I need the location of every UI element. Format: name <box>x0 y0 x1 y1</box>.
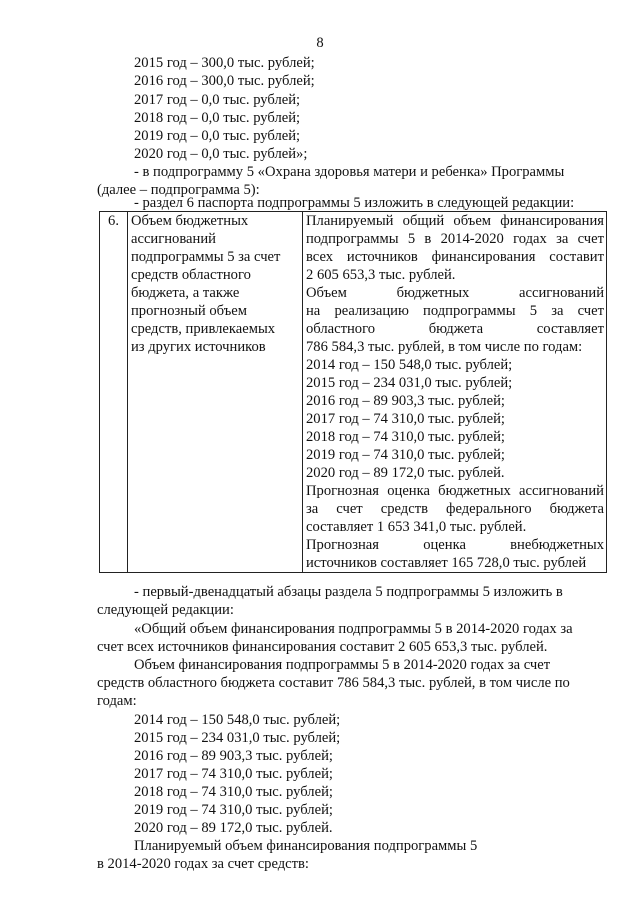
text-line: 2018 год – 0,0 тыс. рублей; <box>134 110 301 126</box>
text-line: 2017 год – 74 310,0 тыс. рублей; <box>134 766 333 782</box>
cell-line: всех источников финансирования составит <box>306 249 604 265</box>
text-line: 2019 год – 0,0 тыс. рублей; <box>134 128 301 144</box>
cell-line: 2015 год – 234 031,0 тыс. рублей; <box>306 375 513 391</box>
cell-line: средств, привлекаемых <box>131 321 276 337</box>
text-line: следующей редакции: <box>97 602 234 618</box>
value-cell <box>303 212 607 573</box>
cell-line: 2 605 653,3 тыс. рублей. <box>306 267 456 283</box>
text-line: счет всех источников финансирования составит 2 605 653,3 тыс. рублей. <box>97 639 548 655</box>
text-line: 2016 год – 300,0 тыс. рублей; <box>134 73 315 89</box>
text-line: 2015 год – 234 031,0 тыс. рублей; <box>134 730 341 746</box>
text-line: - в подпрограмму 5 «Охрана здоровья матери и ребенка» Программы <box>134 164 565 180</box>
cell-line: прогнозный объем <box>131 303 247 319</box>
cell-line: Прогнозная оценка бюджетных ассигнований <box>306 483 604 499</box>
text-line: (далее – подпрограмма 5): <box>97 182 260 198</box>
text-line: 2014 год – 150 548,0 тыс. рублей; <box>134 712 341 728</box>
text-line: 2017 год – 0,0 тыс. рублей; <box>134 92 301 108</box>
cell-line: Планируемый общий объем финансирования <box>306 213 604 229</box>
row-number: 6. <box>100 212 128 573</box>
cell-line: 786 584,3 тыс. рублей, в том числе по годам: <box>306 339 583 355</box>
text-line: Планируемый объем финансирования подпрограммы 5 <box>134 838 478 854</box>
cell-line: Объем бюджетных <box>131 213 249 229</box>
cell-line: 2020 год – 89 172,0 тыс. рублей. <box>306 465 505 481</box>
text-line: - первый-двенадцатый абзацы раздела 5 подпрограммы 5 изложить в <box>134 584 563 600</box>
passport-table <box>99 211 607 573</box>
cell-line: 2018 год – 74 310,0 тыс. рублей; <box>306 429 505 445</box>
text-line: 2015 год – 300,0 тыс. рублей; <box>134 55 315 71</box>
cell-line: 2014 год – 150 548,0 тыс. рублей; <box>306 357 513 373</box>
text-line: - раздел 6 паспорта подпрограммы 5 изложить в следующей редакции: <box>134 195 575 211</box>
text-line: 2018 год – 74 310,0 тыс. рублей; <box>134 784 333 800</box>
cell-line: подпрограммы 5 за счет <box>131 249 281 265</box>
text-line: в 2014-2020 годах за счет средств: <box>97 856 309 872</box>
cell-line: средств областного <box>131 267 251 283</box>
text-line: 2019 год – 74 310,0 тыс. рублей; <box>134 802 333 818</box>
cell-line: 2017 год – 74 310,0 тыс. рублей; <box>306 411 505 427</box>
cell-line: Прогнозная оценка внебюджетных <box>306 537 604 553</box>
cell-line: за счет средств федерального бюджета <box>306 501 604 517</box>
cell-line: областного бюджета составляет <box>306 321 604 337</box>
text-line: 2020 год – 89 172,0 тыс. рублей. <box>134 820 333 836</box>
cell-line: 2016 год – 89 903,3 тыс. рублей; <box>306 393 505 409</box>
page-number: 8 <box>316 35 324 51</box>
cell-line: Объем бюджетных ассигнований <box>306 285 604 301</box>
text-line: годам: <box>97 693 137 709</box>
cell-line: 2019 год – 74 310,0 тыс. рублей; <box>306 447 505 463</box>
cell-line: из других источников <box>131 339 266 355</box>
table-row <box>100 212 607 573</box>
cell-line: бюджета, а также <box>131 285 240 301</box>
cell-line: ассигнований <box>131 231 216 247</box>
text-line: «Общий объем финансирования подпрограммы 5 в 2014-2020 годах за <box>134 621 573 637</box>
text-line: Объем финансирования подпрограммы 5 в 2014-2020 годах за счет <box>134 657 551 673</box>
cell-line: составляет 1 653 341,0 тыс. рублей. <box>306 519 527 535</box>
text-line: 2016 год – 89 903,3 тыс. рублей; <box>134 748 333 764</box>
cell-line: источников составляет 165 728,0 тыс. рублей <box>306 555 587 571</box>
cell-line: подпрограммы 5 в 2014-2020 годах за счет <box>306 231 604 247</box>
parameter-cell <box>128 212 303 573</box>
cell-line: на реализацию подпрограммы 5 за счет <box>306 303 604 319</box>
text-line: 2020 год – 0,0 тыс. рублей»; <box>134 146 308 162</box>
text-line: средств областного бюджета составит 786 584,3 тыс. рублей, в том числе по <box>97 675 570 691</box>
